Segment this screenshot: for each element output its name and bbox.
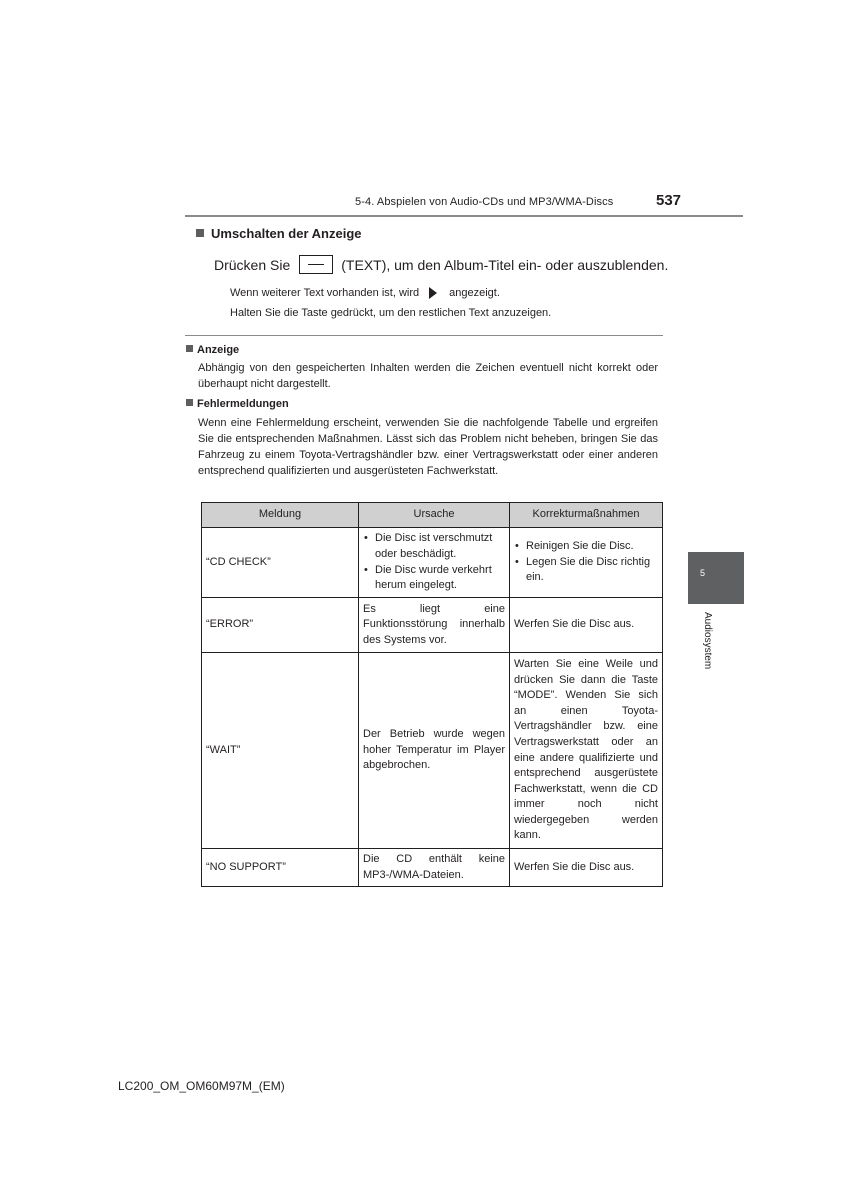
chapter-tab-label: Audiosystem xyxy=(702,612,713,670)
cause-cell: Es liegt eine Funktionsstörung innerhalb des Systems vor. xyxy=(359,598,510,653)
cause-cell: Der Betrieb wurde wegen hoher Temperatur im Player abgebrochen. xyxy=(359,653,510,849)
instruction-text-before: Drücken Sie xyxy=(214,256,291,273)
page-number: 537 xyxy=(656,192,682,209)
action-cell xyxy=(510,528,663,598)
instruction-text-after: (TEXT), um den Album-Titel ein- oder auszublenden. xyxy=(341,256,669,273)
list-item: • Die Disc ist verschmutzt oder beschädigt. xyxy=(363,531,505,562)
table-row xyxy=(202,653,663,849)
message-cell: “CD CHECK” xyxy=(202,528,359,598)
square-bullet-icon xyxy=(186,345,193,352)
note-text-before: Wenn weiterer Text vorhanden ist, wird xyxy=(230,287,420,299)
chapter-tab xyxy=(688,552,744,604)
square-bullet-icon xyxy=(196,229,204,237)
square-bullet-icon xyxy=(186,399,193,406)
list-item: • Legen Sie die Disc richtig ein. xyxy=(514,555,658,586)
message-cell: “ERROR” xyxy=(202,598,359,653)
header-divider xyxy=(185,215,743,217)
cause-cell xyxy=(359,528,510,598)
cause-cell: Die CD enthält keine MP3-/WMA-Dateien. xyxy=(359,849,510,887)
column-header-korrekturmassnahmen: Korrekturmaßnahmen xyxy=(510,503,663,528)
action-cell: Werfen Sie die Disc aus. xyxy=(510,849,663,887)
text-button-icon xyxy=(299,255,333,274)
document-code: LC200_OM_OM60M97M_(EM) xyxy=(118,1079,285,1093)
note-hold-button: Halten Sie die Taste gedrückt, um den restlichen Text anzuzeigen. xyxy=(230,307,552,319)
info-heading-fehlermeldungen-text: Fehlermeldungen xyxy=(197,398,289,410)
section-title xyxy=(196,226,362,241)
instruction-line xyxy=(214,255,668,274)
list-item: • Die Disc wurde verkehrt herum eingelegt. xyxy=(363,563,505,594)
action-cell: Warten Sie eine Weile und drücken Sie dann die Taste “MODE”. Wenden Sie sich an einen Toyota-Vertragshändler bzw. eine Vertragswerkstatt oder an eine andere qualifizierte und entsprechend ausgerüstete Fachwerkstatt, wenn die CD immer noch nicht wiedergegeben werden kann. xyxy=(510,653,663,849)
table-row xyxy=(202,849,663,887)
chapter-tab-number: 5 xyxy=(700,568,706,578)
section-title-text: Umschalten der Anzeige xyxy=(211,226,362,241)
column-header-ursache: Ursache xyxy=(359,503,510,528)
list-item: • Reinigen Sie die Disc. xyxy=(514,539,658,555)
table-row xyxy=(202,528,663,598)
column-header-meldung: Meldung xyxy=(202,503,359,528)
action-cell: Werfen Sie die Disc aus. xyxy=(510,598,663,653)
error-message-table xyxy=(201,502,663,887)
arrow-right-icon xyxy=(429,287,437,299)
note-more-text xyxy=(230,287,500,299)
table-header-row xyxy=(202,503,663,528)
section-divider xyxy=(185,335,663,336)
message-cell: “WAIT” xyxy=(202,653,359,849)
action-list xyxy=(514,539,658,586)
info-heading-anzeige xyxy=(186,344,239,356)
info-heading-fehlermeldungen xyxy=(186,398,289,410)
chapter-heading: 5-4. Abspielen von Audio-CDs und MP3/WMA-Discs xyxy=(355,196,614,208)
table-row xyxy=(202,598,663,653)
cause-list xyxy=(363,531,505,593)
info-text-anzeige: Abhängig von den gespeicherten Inhalten werden die Zeichen eventuell nicht korrekt oder überhaupt nicht dargestellt. xyxy=(198,362,658,390)
note-text-after: angezeigt. xyxy=(449,287,500,299)
info-text-fehlermeldungen: Wenn eine Fehlermeldung erscheint, verwenden Sie die nachfolgende Tabelle und ergreifen Sie die entsprechenden Maßnahmen. Lässt sich das Problem nicht beheben, bringen Sie das Fahrzeug zu einem Toyota-Vertragshändler bzw. einer Vertragswerkstatt oder einer anderen entsprechend qualifizierten und ausgerüsteten Fachwerkstatt. xyxy=(198,417,658,477)
message-cell: “NO SUPPORT” xyxy=(202,849,359,887)
info-heading-anzeige-text: Anzeige xyxy=(197,344,240,356)
